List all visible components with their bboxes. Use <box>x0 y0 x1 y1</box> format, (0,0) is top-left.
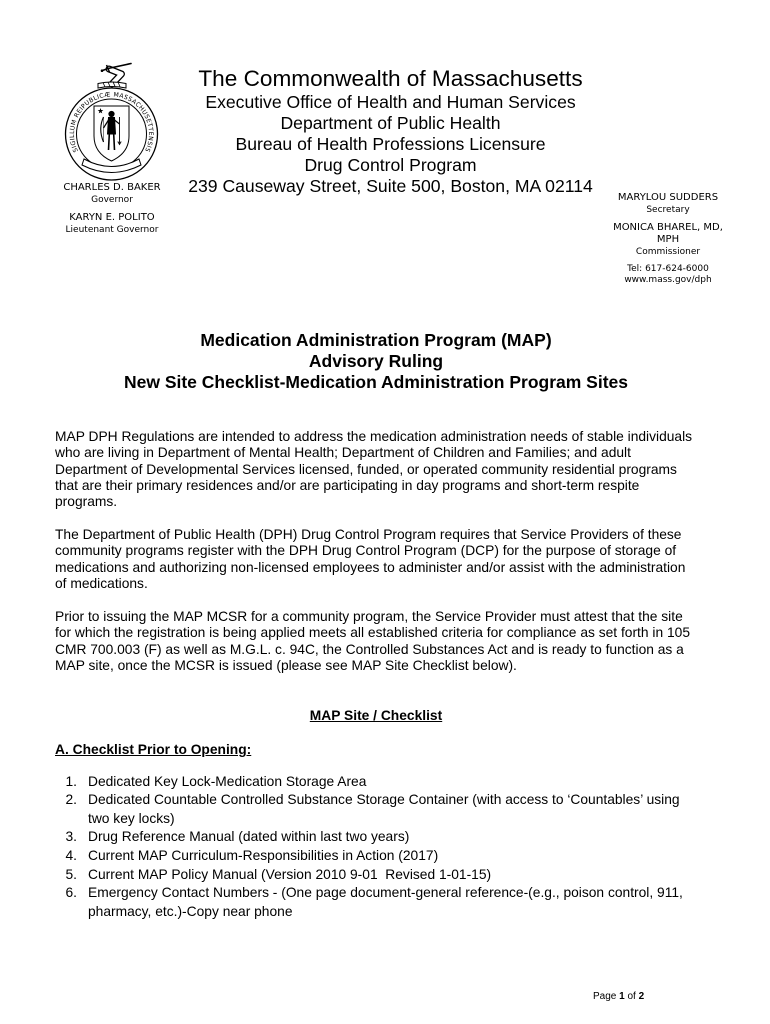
paragraph-line: programs. <box>55 494 118 510</box>
list-item <box>55 828 683 847</box>
list-item <box>55 773 683 792</box>
paragraph-line: Prior to issuing the MAP MCSR for a community program, the Service Provider must attest that the site <box>55 609 683 624</box>
paragraph-line: medications and authorizing non-licensed employees to administer and/or assist with the administration <box>55 559 686 575</box>
paragraph-line: Department of Developmental Services licensed, funded, or operated community residential programs <box>55 461 677 477</box>
letterhead <box>150 65 631 197</box>
list-item-text: Emergency Contact Numbers - (One page document-general reference-(e.g., poison control, 911, <box>88 885 683 901</box>
list-item <box>55 884 683 921</box>
bureau-line: Bureau of Health Professions Licensure <box>235 134 546 154</box>
paragraph-line: MAP DPH Regulations are intended to address the medication administration needs of stable individuals <box>55 429 693 444</box>
list-number: 4. <box>65 848 77 864</box>
commissioner-name-line-1: MONICA BHAREL, MD, <box>613 222 723 233</box>
list-item <box>55 791 683 828</box>
list-item-text: Current MAP Policy Manual (Version 2010 9-01 Revised 1-01-15) <box>88 866 492 882</box>
program-line: Drug Control Program <box>304 155 477 175</box>
paragraph-line: for which the registration is being applied meets all established criteria for compliance as set forth in 105 <box>55 625 690 641</box>
department-line: Department of Public Health <box>280 113 501 133</box>
list-number: 2. <box>65 792 77 808</box>
governor-name: CHARLES D. BAKER <box>63 182 161 193</box>
list-item-text: Dedicated Key Lock-Medication Storage Area <box>88 773 367 789</box>
commissioner-name-line-2: MPH <box>656 234 680 245</box>
paragraph-attestation <box>55 609 690 674</box>
paragraph-line: The Department of Public Health (DPH) Drug Control Program requires that Service Providers of these <box>55 527 682 542</box>
seal-sword-pommel <box>101 69 104 72</box>
seal-ring-lettering: SIGILLUM REIPUBLICÆ MASSACHUSETTENSIS <box>68 91 155 154</box>
commonwealth-title: The Commonwealth of Massachusetts <box>198 66 583 91</box>
paragraph-line: community programs register with the DPH Drug Control Program (DCP) for the purpose of storage of <box>55 543 677 559</box>
governor-title: Governor <box>91 195 133 205</box>
document-title <box>0 330 752 393</box>
checklist-heading: MAP Site / Checklist <box>309 708 443 723</box>
title-line: Advisory Ruling <box>308 350 444 371</box>
secretary-title: Secretary <box>646 205 690 215</box>
commissioner-title: Commissioner <box>635 247 701 257</box>
list-item-text: Dedicated Countable Controlled Substance Storage Container (with access to ‘Countables’ using <box>88 792 680 808</box>
list-number: 6. <box>65 885 77 901</box>
current-page: 1 <box>619 991 625 1002</box>
paragraph-line: who are living in Department of Mental Health; Department of Children and Families; and adult <box>55 445 631 461</box>
executive-office-line: Executive Office of Health and Human Services <box>205 92 576 112</box>
page-label: Page <box>593 991 617 1002</box>
title-line: New Site Checklist-Medication Administration Program Sites <box>123 371 629 392</box>
total-pages: 2 <box>638 991 645 1002</box>
phone-number: Tel: 617-624-6000 <box>627 264 709 274</box>
list-item <box>55 847 683 866</box>
list-number: 5. <box>65 866 77 882</box>
section-a-heading: A. Checklist Prior to Opening: <box>55 742 252 757</box>
list-number: 1. <box>65 773 77 789</box>
secretary-block <box>603 192 733 286</box>
website: www.mass.gov/dph <box>624 275 712 285</box>
paragraph-line: CMR 700.003 (F) as well as M.G.L. c. 94C, the Controlled Substances Act and is ready to function as a <box>55 641 684 657</box>
opening-checklist <box>55 773 683 922</box>
secretary-name: MARYLOU SUDDERS <box>617 192 719 203</box>
paragraph-line: MAP site, once the MCSR is issued (please see MAP Site Checklist below). <box>55 657 517 673</box>
paragraph-registration <box>55 527 685 592</box>
list-item-text: two key locks) <box>88 810 175 826</box>
of-label: of <box>627 991 636 1002</box>
page-number <box>593 991 644 1003</box>
list-item-text: pharmacy, etc.)-Copy near phone <box>88 903 293 919</box>
lieutenant-governor-name: KARYN E. POLITO <box>69 212 155 223</box>
paragraph-line: of medications. <box>55 575 148 591</box>
list-item-text: Drug Reference Manual (dated within last two years) <box>88 829 410 845</box>
lieutenant-governor-title: Lieutenant Governor <box>65 225 159 235</box>
list-item <box>55 866 683 885</box>
seal-crest <box>98 64 131 89</box>
paragraph-regulations <box>55 429 692 510</box>
address-line: 239 Causeway Street, Suite 500, Boston, MA 02114 <box>188 176 593 196</box>
title-line: Medication Administration Program (MAP) <box>200 329 552 350</box>
paragraph-line: that are their primary residences and/or are participating in day programs and short-term respite <box>55 477 640 493</box>
governor-block <box>42 182 182 236</box>
list-item-text: Current MAP Curriculum-Responsibilities in Action (2017) <box>88 848 439 864</box>
list-number: 3. <box>65 829 77 845</box>
seal-sword-blade <box>108 64 131 69</box>
